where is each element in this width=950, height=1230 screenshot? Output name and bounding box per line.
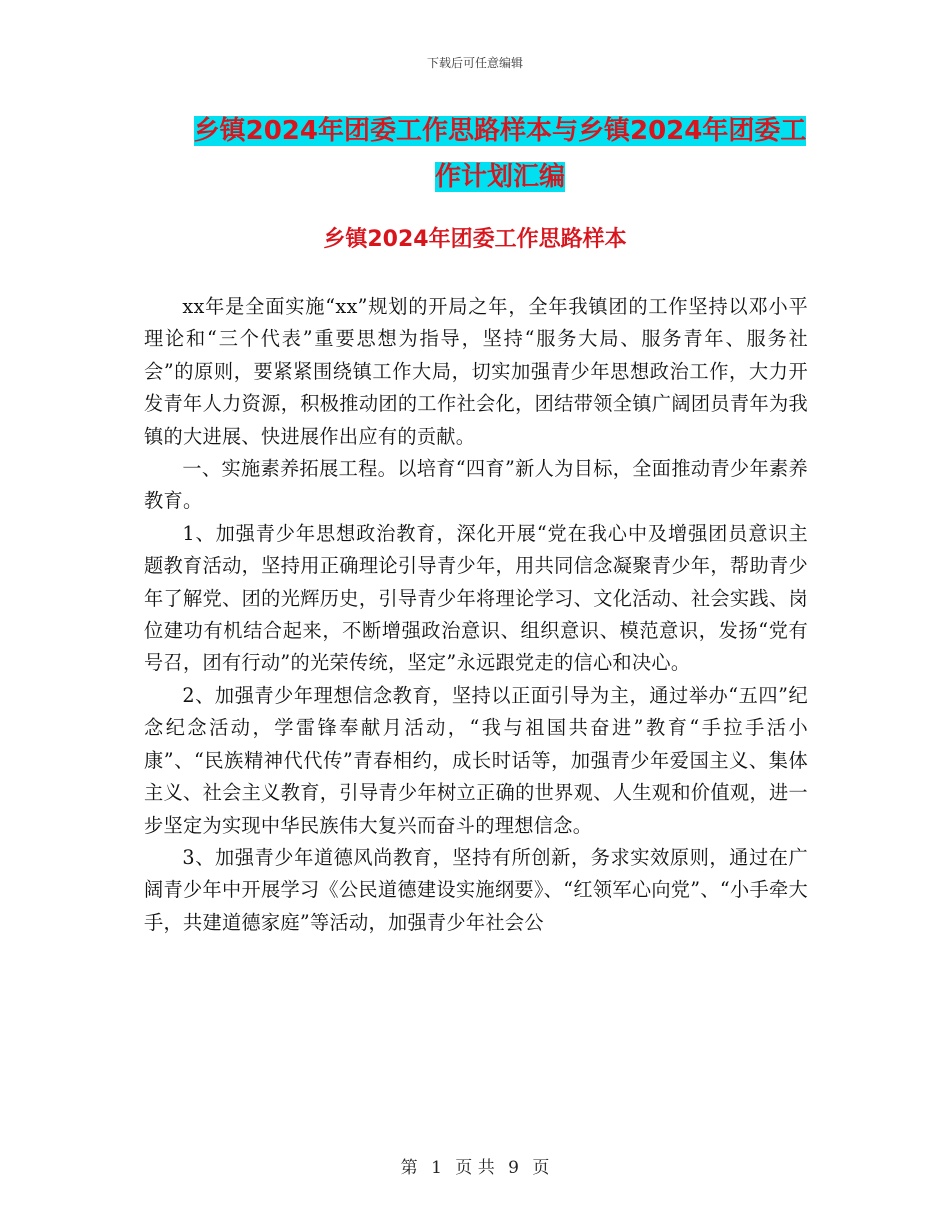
paragraph-3: 1、加强青少年思想政治教育，深化开展“党在我心中及增强团员意识主题教育活动，坚持用正确理论引导青少年，用共同信念凝聚青少年，帮助青少年了解党、团的光辉历史，引导青少年将理论学习、文化活动、社会实践、岗位建功有机结合起来，不断增强政治意识、组织意识、模范意识，发扬“党有号召，团有行动”的光荣传统，坚定”永远跟党走的信心和决心。 <box>144 521 808 675</box>
document-body <box>144 291 808 939</box>
page-mid: 页 共 <box>455 1158 495 1178</box>
document-title-line1: 乡镇2024年团委工作思路样本与乡镇2024年团委工 <box>193 116 807 146</box>
paragraph-5: 3、加强青少年道德风尚教育，坚持有所创新，务求实效原则，通过在广阔青少年中开展学习《公民道德建设实施纲要》、“红领军心向党”、“小手牵大手，共建道德家庭”等活动，加强青少年社会公 <box>144 845 808 934</box>
paragraph-2: 一、实施素养拓展工程。以培育“四育”新人为目标，全面推动青少年素养教育。 <box>144 457 808 513</box>
paragraph-1: xx年是全面实施“xx”规划的开局之年，全年我镇团的工作坚持以邓小平理论和“三个代表”重要思想为指导，坚持“服务大局、服务青年、服务社会”的原则，要紧紧围绕镇工作大局，切实加强青少年思想政治工作，大力开发青年人力资源，积极推动团的工作社会化，团结带领全镇广阔团员青年为我镇的大进展、快进展作出应有的贡献。 <box>144 295 808 448</box>
page-footer <box>0 1153 950 1178</box>
page-suffix: 页 <box>532 1158 550 1178</box>
page-total: 9 <box>508 1158 519 1178</box>
paragraph-4: 2、加强青少年理想信念教育，坚持以正面引导为主，通过举办“五四”纪念纪念活动，学雷锋奉献月活动，“我与祖国共奋进”教育“手拉手活小康”、“民族精神代代传”青春相约，成长时话等，加强青少年爱国主义、集体主义、社会主义教育，引导青少年树立正确的世界观、人生观和价值观，进一步坚定为实现中华民族伟大复兴而奋斗的理想信念。 <box>144 683 808 837</box>
document-title <box>140 108 860 200</box>
header-note: 下载后可任意编辑 <box>426 56 523 70</box>
page-prefix: 第 <box>400 1158 418 1178</box>
page-number: 1 <box>431 1158 442 1178</box>
document-title-line2: 作计划汇编 <box>434 162 565 192</box>
section-title: 乡镇2024年团委工作思路样本 <box>323 227 627 252</box>
